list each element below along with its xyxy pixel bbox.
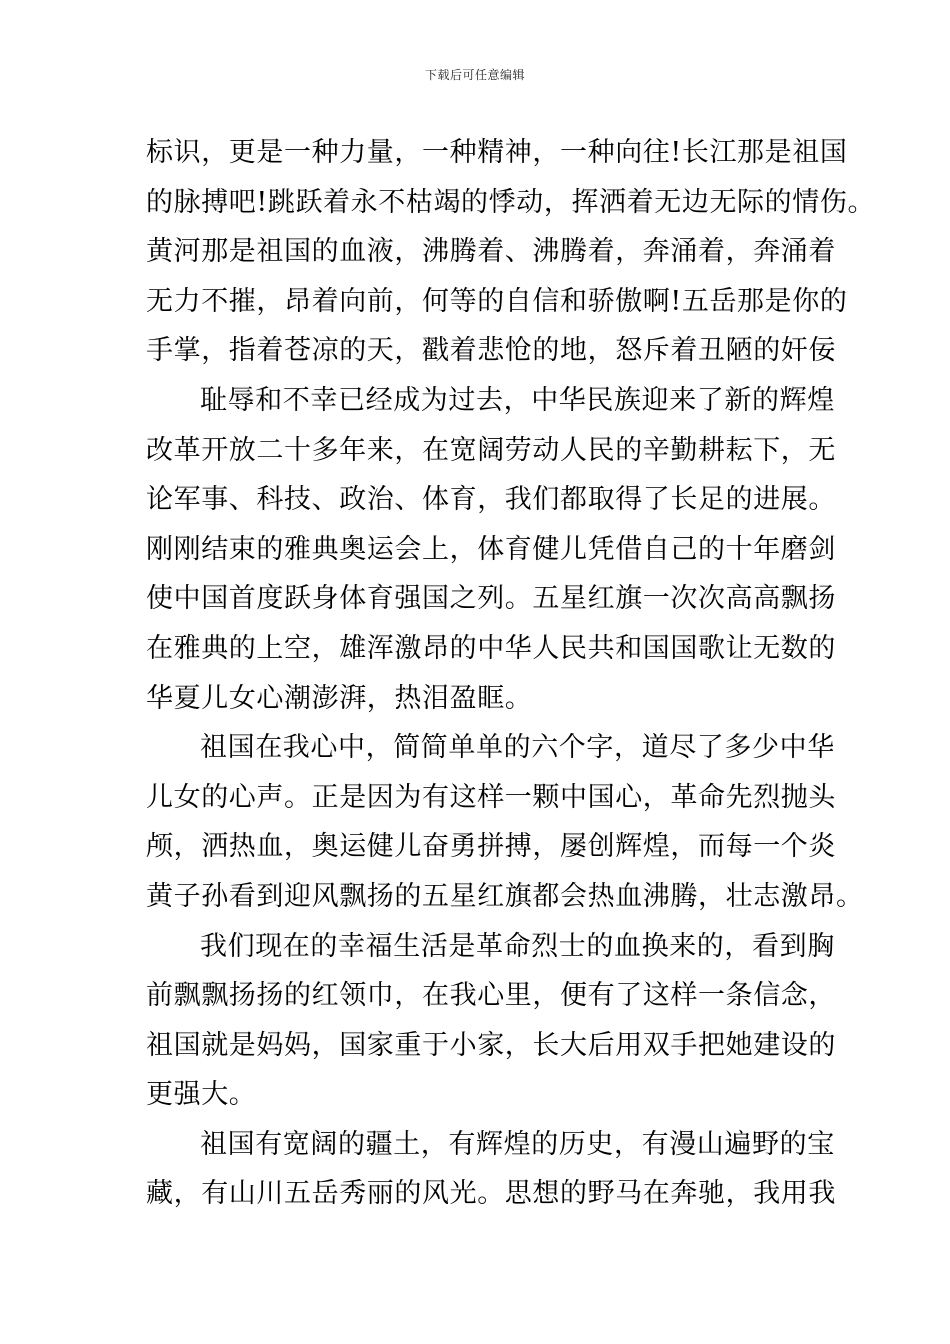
text-line: 颅，洒热血，奥运健儿奋勇拼搏，屡创辉煌，而每一个炎 xyxy=(146,831,836,863)
text-line: 黄河那是祖国的血液，沸腾着、沸腾着，奔涌着，奔涌着 xyxy=(146,236,836,268)
text-line: 更强大。 xyxy=(146,1079,257,1111)
text-line: 在雅典的上空，雄浑激昂的中华人民共和国国歌让无数的 xyxy=(146,632,836,664)
paragraph-first-line: 耻辱和不幸已经成为过去，中华民族迎来了新的辉煌 xyxy=(200,384,835,416)
text-line: 无力不摧，昂着向前，何等的自信和骄傲啊!五岳那是你的 xyxy=(146,285,848,317)
text-line: 儿女的心声。正是因为有这样一颗中国心，革命先烈抛头 xyxy=(146,781,836,813)
text-line: 论军事、科技、政治、体育，我们都取得了长足的进展。 xyxy=(146,484,836,516)
text-line: 刚刚结束的雅典奥运会上，体育健儿凭借自己的十年磨剑 xyxy=(146,533,836,565)
text-line: 华夏儿女心潮澎湃，热泪盈眶。 xyxy=(146,682,533,714)
header-note: 下载后可任意编辑 xyxy=(424,68,525,82)
text-line: 祖国就是妈妈，国家重于小家，长大后用双手把她建设的 xyxy=(146,1029,836,1061)
text-line: 的脉搏吧!跳跃着永不枯竭的悸动，挥洒着无边无际的情伤。 xyxy=(146,186,876,218)
paragraph-first-line: 我们现在的幸福生活是革命烈士的血换来的，看到胸 xyxy=(200,930,835,962)
text-line: 使中国首度跃身体育强国之列。五星红旗一次次高高飘扬 xyxy=(146,583,836,615)
text-line: 标识，更是一种力量，一种精神，一种向往!长江那是祖国 xyxy=(146,137,848,168)
text-line: 藏，有山川五岳秀丽的风光。思想的野马在奔驰，我用我 xyxy=(146,1178,836,1210)
paragraph-first-line: 祖国有宽阔的疆土，有辉煌的历史，有漫山遍野的宝 xyxy=(200,1128,835,1160)
document-body xyxy=(146,128,876,1219)
text-line: 改革开放二十多年来，在宽阔劳动人民的辛勤耕耘下，无 xyxy=(146,434,836,466)
paragraph-first-line: 祖国在我心中，简简单单的六个字，道尽了多少中华 xyxy=(200,732,835,764)
text-line: 黄子孙看到迎风飘扬的五星红旗都会热血沸腾，壮志激昂。 xyxy=(146,880,864,912)
text-line: 前飘飘扬扬的红领巾，在我心里，便有了这样一条信念， xyxy=(146,980,836,1012)
text-line: 手掌，指着苍凉的天，戳着悲怆的地，怒斥着丑陋的奸佞 xyxy=(146,335,836,367)
